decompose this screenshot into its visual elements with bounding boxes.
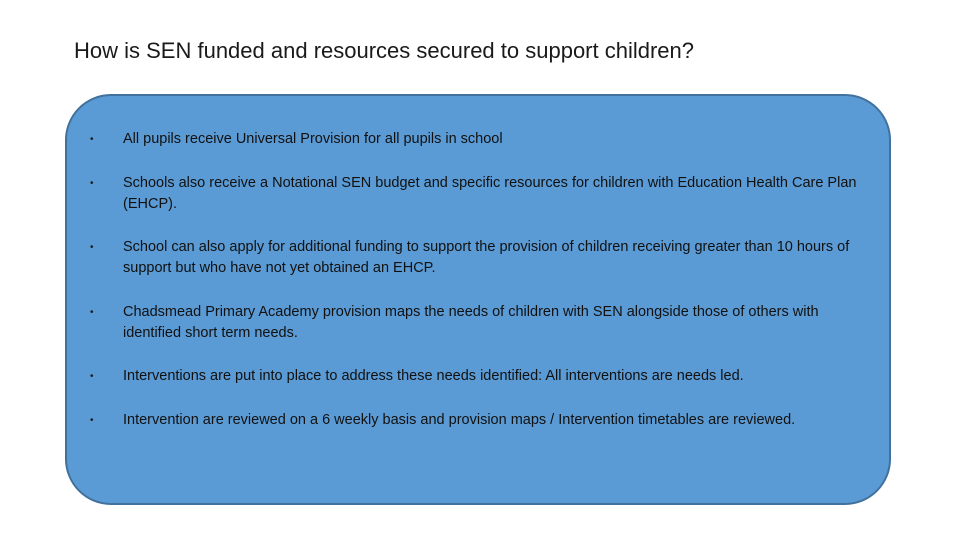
bullet-dot-icon: • [90, 178, 94, 189]
bullet-text: School can also apply for additional funding to support the provision of children receiving greater than 10 hours of support but who have not yet obtained an EHCP. [123, 239, 850, 276]
bullet-item [89, 302, 859, 344]
bullet-item [89, 173, 859, 215]
content-panel [65, 94, 891, 505]
bullet-item [89, 410, 859, 431]
bullet-dot-icon: • [90, 307, 94, 318]
bullet-dot-icon: • [90, 415, 94, 426]
bullet-dot-icon: • [90, 371, 94, 382]
slide-title: How is SEN funded and resources secured to support children? [74, 38, 695, 63]
bullet-text: Intervention are reviewed on a 6 weekly basis and provision maps / Intervention timetables are reviewed. [123, 412, 796, 428]
bullet-text: Interventions are put into place to address these needs identified: All interventions are needs led. [123, 368, 744, 384]
bullet-text: All pupils receive Universal Provision for all pupils in school [123, 131, 503, 147]
bullet-item [89, 129, 859, 150]
bullet-item [89, 366, 859, 387]
bullet-dot-icon: • [90, 134, 94, 145]
bullet-text: Schools also receive a Notational SEN budget and specific resources for children with Education Health Care Plan (EHCP). [123, 175, 857, 212]
bullet-dot-icon: • [90, 242, 94, 253]
bullet-item [89, 237, 859, 279]
bullet-text: Chadsmead Primary Academy provision maps the needs of children with SEN alongside those of others with identified short term needs. [123, 304, 819, 341]
